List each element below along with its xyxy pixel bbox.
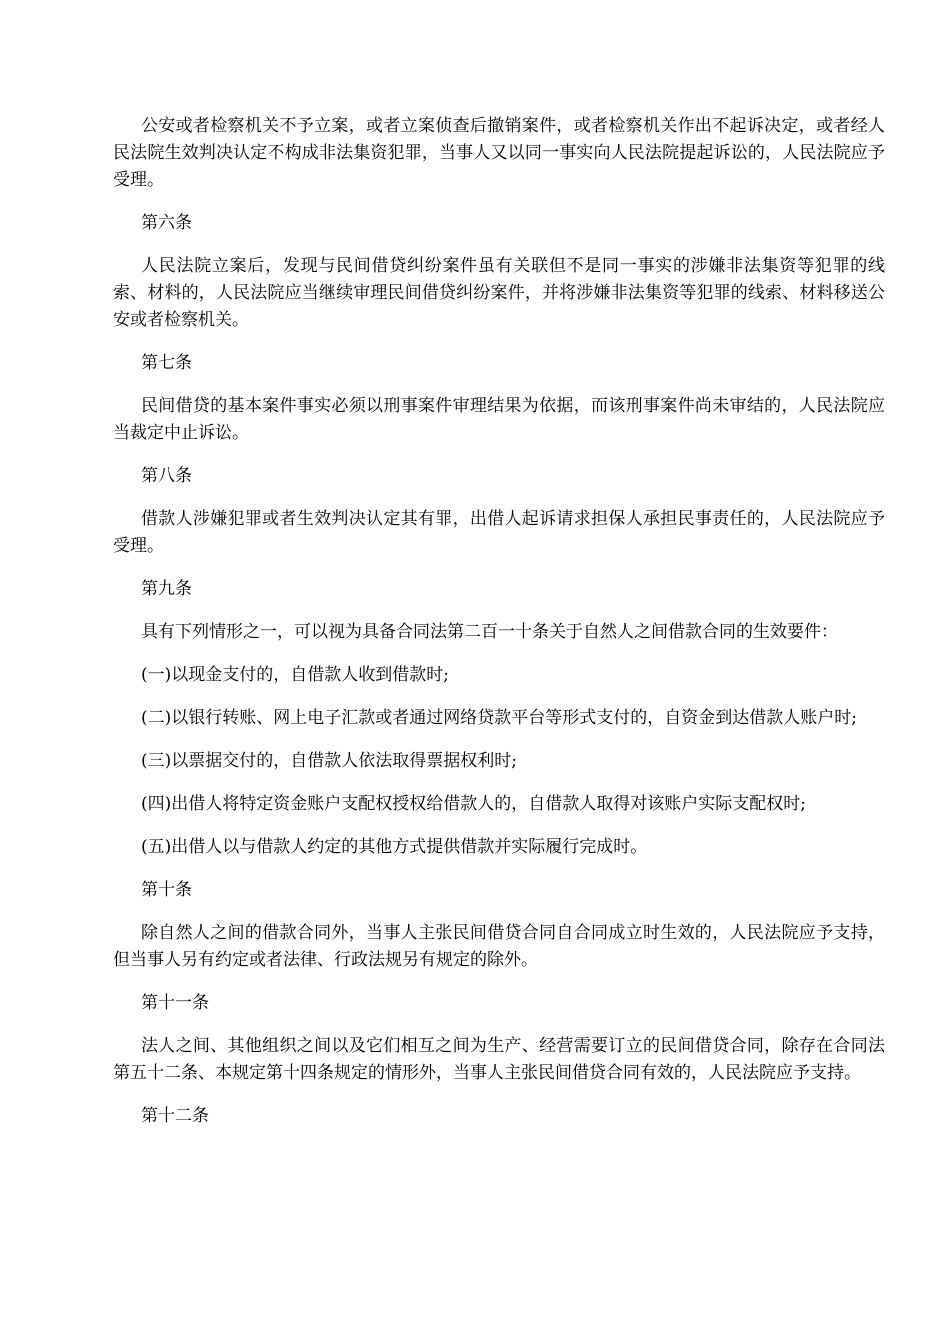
article-heading: 第六条 <box>141 213 192 233</box>
paragraph: 人民法院立案后，发现与民间借贷纠纷案件虽有关联但不是同一事实的涉嫌非法集资等犯罪的线索、材料的，人民法院应当继续审理民间借贷纠纷案件，并将涉嫌非法集资等犯罪的线索、材料移送公安或者检察机关。 <box>113 256 885 330</box>
paragraph: 借款人涉嫌犯罪或者生效判决认定其有罪，出借人起诉请求担保人承担民事责任的，人民法院应予受理。 <box>113 509 885 556</box>
list-item: (一)以现金支付的，自借款人收到借款时; <box>141 665 449 685</box>
paragraph: 除自然人之间的借款合同外，当事人主张民间借贷合同自合同成立时生效的，人民法院应予支持，但当事人另有约定或者法律、行政法规另有规定的除外。 <box>113 923 885 970</box>
list-item: (二)以银行转账、网上电子汇款或者通过网络贷款平台等形式支付的，自资金到达借款人账户时; <box>141 708 857 728</box>
article-heading: 第七条 <box>141 353 192 373</box>
list-item: (三)以票据交付的，自借款人依法取得票据权利时; <box>141 751 517 771</box>
document-body <box>113 113 885 1146</box>
article-heading: 第八条 <box>141 466 192 486</box>
list-item: (四)出借人将特定资金账户支配权授权给借款人的，自借款人取得对该账户实际支配权时; <box>141 794 806 814</box>
article-heading: 第九条 <box>141 579 192 599</box>
list-item: (五)出借人以与借款人约定的其他方式提供借款并实际履行完成时。 <box>141 837 648 857</box>
paragraph: 具有下列情形之一，可以视为具备合同法第二百一十条关于自然人之间借款合同的生效要件： <box>141 622 838 642</box>
article-heading: 第十一条 <box>141 993 209 1013</box>
paragraph: 公安或者检察机关不予立案，或者立案侦查后撤销案件，或者检察机关作出不起诉决定，或者经人民法院生效判决认定不构成非法集资犯罪，当事人又以同一事实向人民法院提起诉讼的，人民法院应予受理。 <box>113 116 885 190</box>
paragraph: 民间借贷的基本案件事实必须以刑事案件审理结果为依据，而该刑事案件尚未审结的，人民法院应当裁定中止诉讼。 <box>113 396 885 443</box>
article-heading: 第十二条 <box>141 1106 209 1126</box>
article-heading: 第十条 <box>141 880 192 900</box>
paragraph: 法人之间、其他组织之间以及它们相互之间为生产、经营需要订立的民间借贷合同，除存在合同法第五十二条、本规定第十四条规定的情形外，当事人主张民间借贷合同有效的，人民法院应予支持。 <box>113 1036 885 1083</box>
